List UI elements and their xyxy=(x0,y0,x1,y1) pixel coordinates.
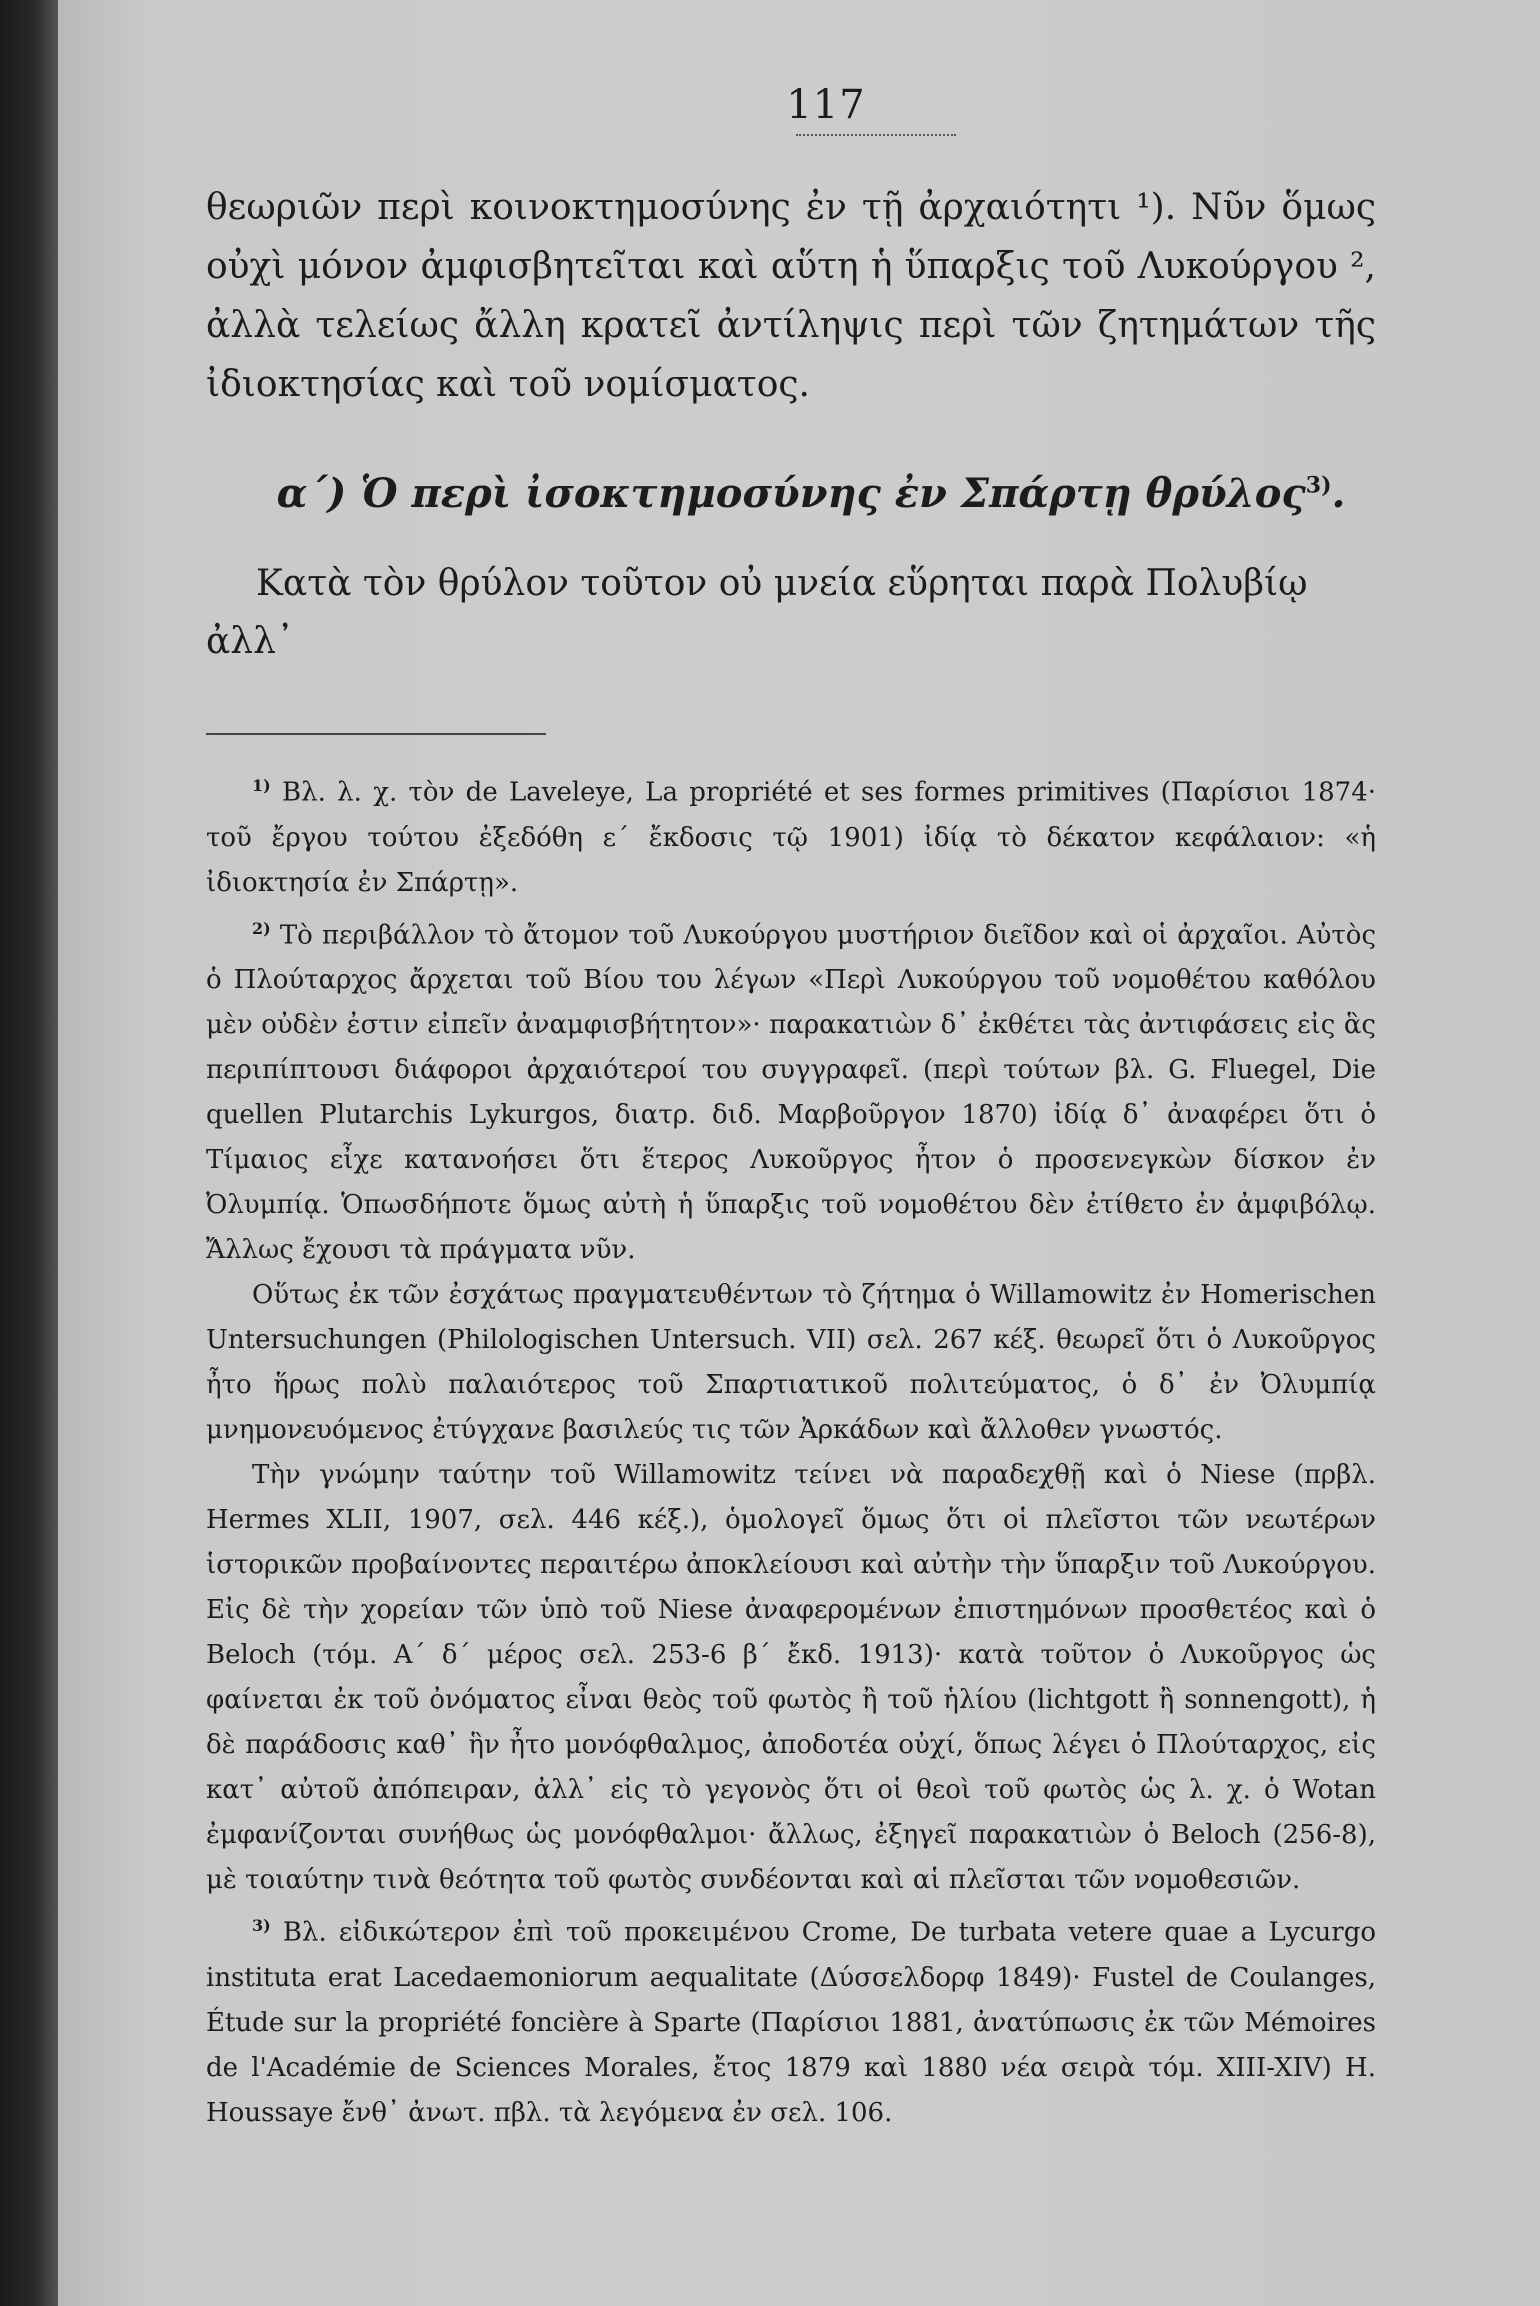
footnote-2-mark: 2) xyxy=(252,918,271,938)
footnote-2 xyxy=(206,906,1376,1274)
section-heading-note-mark: 3) xyxy=(1305,472,1332,499)
page-content xyxy=(206,82,1376,2136)
footnote-2-continuation-a xyxy=(206,1273,1376,1453)
footnote-1-text: Βλ. λ. χ. τὸν de Laveleye, La propriété et ses formes primitives (Παρίσιοι 1874· τοῦ ἔργου τούτου ἐξεδόθη ε΄ ἔκδοσις τῷ 1901) ἰδίᾳ τὸ δέκατον κεφάλαιον: «ἡ ἰδιοκτησία ἐν Σπάρτῃ». xyxy=(206,777,1377,898)
footnote-3-text: Βλ. εἰδικώτερον ἐπὶ τοῦ προκειμένου Crome, De turbata vetere quae a Lycurgo instituta erat Lacedaemoniorum aequalitate (Δύσσελδορφ 1849)· Fustel de Coulanges, Étude sur la propriété foncière à Sparte (Παρίσιοι 1881, ἀνατύπωσις ἐκ τῶν Mémoires de l'Académie de Sciences Morales, ἔτος 1879 καὶ 1880 νέα σειρὰ τόμ. XIII-XIV) H. Houssaye ἔνθ᾿ ἀνωτ. πβλ. τὰ λεγόμενα ἐν σελ. 106. xyxy=(206,1917,1377,2128)
footnote-2-text: Τὸ περιβάλλον τὸ ἄτομον τοῦ Λυκούργου μυστήριον διεῖδον καὶ οἱ ἀρχαῖοι. Αὐτὸς ὁ Πλούταρχος ἄρχεται τοῦ Βίου του λέγων «Περὶ Λυκούργου τοῦ νομοθέτου καθόλου μὲν οὐδὲν ἐστιν εἰπεῖν ἀναμφισβήτητον»· παρακατιὼν δ᾿ ἐκθέτει τὰς ἀντιφάσεις εἰς ἃς περιπίπτουσι διάφοροι ἀρχαιότεροί του συγγραφεῖ. (περὶ τούτων βλ. G. Fluegel, Die quellen Plutarchis Lykurgos, διατρ. διδ. Μαρβοῦργον 1870) ἰδίᾳ δ᾿ ἀναφέρει ὅτι ὁ Τίμαιος εἶχε κατανοήσει ὅτι ἕτερος Λυκοῦργος ἦτον ὁ προσενεγκὼν δίσκον ἐν Ὀλυμπίᾳ. Ὁπωσδήποτε ὅμως αὐτὴ ἡ ὕπαρξις τοῦ νομοθέτου δὲν ἐτίθετο ἐν ἀμφιβόλῳ. Ἄλλως ἔχουσι τὰ πράγματα νῦν. xyxy=(206,920,1377,1266)
book-page xyxy=(58,0,1540,2306)
footnote-2-continuation-b xyxy=(206,1453,1376,1903)
section-heading: α΄) Ὁ περὶ ἰσοκτημοσύνης ἐν Σπάρτῃ θρύλος$^{3)}$. xyxy=(276,470,1346,517)
footnote-1 xyxy=(206,763,1376,906)
footnote-separator xyxy=(206,733,546,735)
section-heading-text: α΄) Ὁ περὶ ἰσοκτημοσύνης ἐν Σπάρτῃ θρύλος xyxy=(276,470,1306,517)
footnote-1-mark: 1) xyxy=(252,776,271,795)
footnote-2-continuation-a-text: Οὕτως ἐκ τῶν ἐσχάτως πραγματευθέντων τὸ ζήτημα ὁ Willamowitz ἐν Homerischen Untersuchungen (Philologischen Untersuch. VII) σελ. 267 κέξ. θεωρεῖ ὅτι ὁ Λυκοῦργος ἦτο ἥρως πολὺ παλαιότερος τοῦ Σπαρτιατικοῦ πολιτεύματος, ὁ δ᾿ ἐν Ὀλυμπίᾳ μνημονευόμενος ἐτύγχανε βασιλεύς τις τῶν Ἀρκάδων καὶ ἄλλοθεν γνωστός. xyxy=(206,1280,1376,1446)
footnotes xyxy=(206,763,1376,2136)
book-spine-shadow xyxy=(0,0,58,2306)
footnote-3 xyxy=(206,1903,1376,2136)
footnote-2-continuation-b-text: Τὴν γνώμην ταύτην τοῦ Willamowitz τείνει νὰ παραδεχθῇ καὶ ὁ Niese (πρβλ. Hermes XLII, 1907, σελ. 446 κέξ.), ὁμολογεῖ ὅμως ὅτι οἱ πλεῖστοι τῶν νεωτέρων ἱστορικῶν προβαίνοντες περαιτέρω ἀποκλείουσι καὶ αὐτὴν τὴν ὕπαρξιν τοῦ Λυκούργου. Εἰς δὲ τὴν χορείαν τῶν ὑπὸ τοῦ Niese ἀναφερομένων ἐπιστημόνων προσθετέος καὶ ὁ Beloch (τόμ. Α΄ δ΄ μέρος σελ. 253-6 β΄ ἔκδ. 1913)· κατὰ τοῦτον ὁ Λυκοῦργος ὡς φαίνεται ἐκ τοῦ ὀνόματος εἶναι θεὸς τοῦ φωτὸς ἢ τοῦ ἡλίου (lichtgott ἢ sonnengott), ἡ δὲ παράδοσις καθ᾿ ἣν ἦτο μονόφθαλμος, ἀποδοτέα οὐχί, ὅπως λέγει ὁ Πλούταρχος, εἰς κατ᾿ αὐτοῦ ἀπόπειραν, ἀλλ᾿ εἰς τὸ γεγονὸς ὅτι οἱ θεοὶ τοῦ φωτὸς ὡς λ. χ. ὁ Wotan ἐμφανίζονται συνήθως ὡς μονόφθαλμοι· ἄλλως, ἐξηγεῖ παρακατιὼν ὁ Beloch (256-8), μὲ τοιαύτην τινὰ θεότητα τοῦ φωτὸς συνδέονται καὶ αἱ πλεῖσται τῶν νομοθεσιῶν. xyxy=(206,1460,1376,1896)
body-paragraph: θεωριῶν περὶ κοινοκτημοσύνης ἐν τῇ ἀρχαιότητι ¹). Νῦν ὅμως οὐχὶ μόνον ἀμφισβητεῖται καὶ αὕτη ἡ ὕπαρξις τοῦ Λυκούργου ², ἀλλὰ τελείως ἄλλη κρατεῖ ἀντίληψις περὶ τῶν ζητημάτων τῆς ἰδιοκτησίας καὶ τοῦ νομίσματος. xyxy=(206,187,1376,405)
page-number: 117 xyxy=(786,82,866,128)
section-first-line: Κατὰ τὸν θρύλον τοῦτον οὐ μνεία εὕρηται παρὰ Πολυβίῳ ἀλλ᾿ xyxy=(206,563,1308,662)
footnote-3-mark: 3) xyxy=(252,1916,271,1936)
page-number-rule xyxy=(796,134,956,136)
